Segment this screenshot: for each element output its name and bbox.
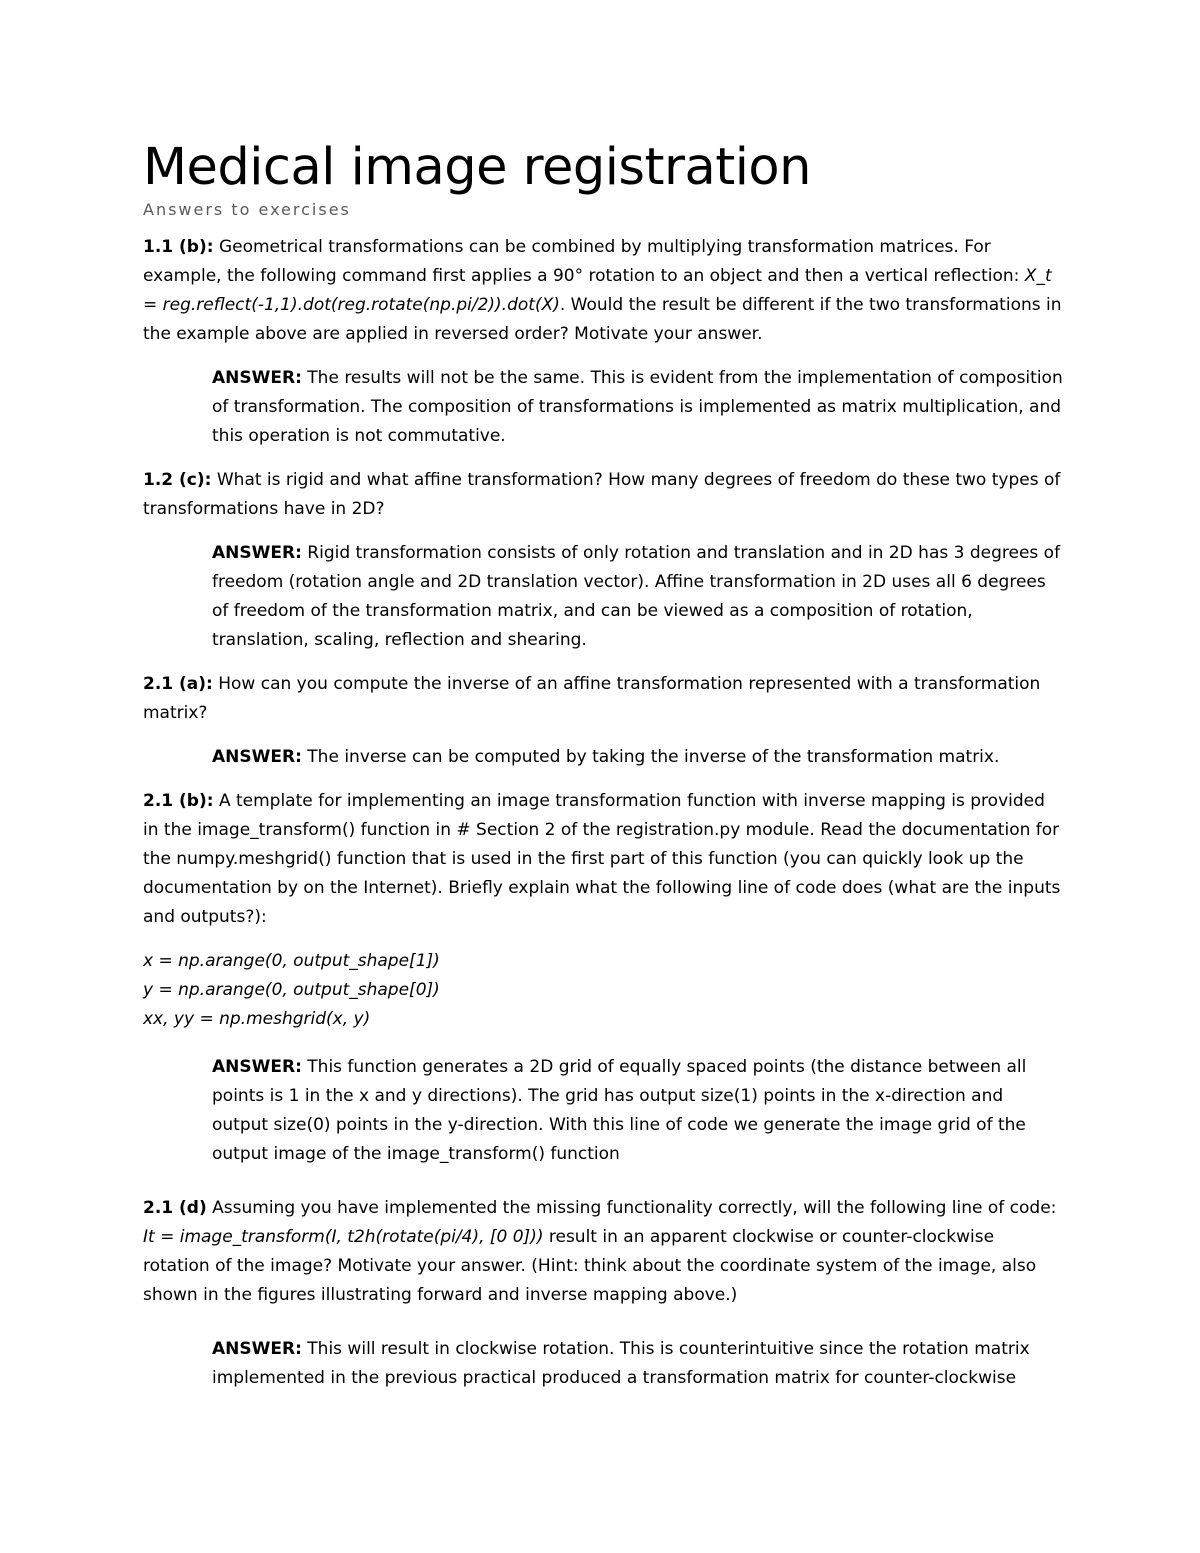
question-label: 2.1 (b): [143, 791, 214, 812]
answer-label: ANSWER: [212, 543, 302, 564]
question-text: Geometrical transformations can be combined by multiplying transformation matrices. For example, the following command first applies a 90° rotation to an object and then a vertical reflection: [143, 237, 1025, 287]
answer-text: This will result in clockwise rotation. This is counterintuitive since the rotation matrix implemented in the previous practical produced a transformation matrix for counter-clockwise [212, 1339, 1030, 1389]
answer-label: ANSWER: [212, 747, 302, 768]
question-text: A template for implementing an image transformation function with inverse mapping is provided in the image_transform() function in # Section 2 of the registration.py module. Read the documentation for the numpy.meshgrid() function that is used in the first part of this function (you can quickly look up the documentation by on the Internet). Briefly explain what the following line of code does (what are the inputs and outputs?): [143, 791, 1061, 928]
question-text: How can you compute the inverse of an affine transformation represented with a transformation matrix? [143, 674, 1041, 724]
question-text: . Would the result be different if the two transformations in the example above are applied in reversed order? Motivate your answer. [143, 295, 1062, 345]
document-subtitle: Answers to exercises [143, 200, 351, 220]
answer-text: This function generates a 2D grid of equally spaced points (the distance between all points is 1 in the x and y directions). The grid has output size(1) points in the x-direction and output size(0) points in the y-direction. With this line of code we generate the image grid of the output image of the image_transform() function [212, 1057, 1027, 1165]
code-line: xx, yy = np.meshgrid(x, y) [143, 1009, 371, 1030]
question-2-1d [143, 1194, 1063, 1310]
code-block [143, 947, 1063, 1034]
answer-text: Rigid transformation consists of only rotation and translation and in 2D has 3 degrees of freedom (rotation angle and 2D translation vector). Affine transformation in 2D uses all 6 degrees of freedom of the transformation matrix, and can be viewed as a composition of rotation, translation, scaling, reflection and shearing. [212, 543, 1061, 651]
question-label: 1.1 (b): [143, 237, 214, 258]
inline-code: It = image_transform(I, t2h(rotate(pi/4), [0 0])) [143, 1227, 544, 1248]
answer-2-1a [212, 743, 1063, 772]
inline-code: X_t = reg.reflect(-1,1).dot(reg.rotate(np.pi/2)).dot(X) [143, 266, 1052, 316]
answer-label: ANSWER: [212, 368, 302, 389]
question-1-1b [143, 233, 1063, 349]
code-line: y = np.arange(0, output_shape[0]) [143, 980, 440, 1001]
question-label: 1.2 (c): [143, 470, 212, 491]
answer-2-1d [212, 1335, 1063, 1393]
answer-text: The results will not be the same. This is evident from the implementation of composition of transformation. The composition of transformations is implemented as matrix multiplication, and this operation is not commutative. [212, 368, 1063, 447]
question-label: 2.1 (d) [143, 1198, 207, 1219]
document-page [143, 140, 1063, 1408]
answer-label: ANSWER: [212, 1057, 302, 1078]
answer-1-2c [212, 539, 1063, 655]
question-text: result in an apparent clockwise or counter-clockwise rotation of the image? Motivate your answer. (Hint: think about the coordinate system of the image, also shown in the figures illustrating forward and inverse mapping above.) [143, 1227, 1037, 1306]
question-2-1b [143, 787, 1063, 932]
document-title: Medical image registration [143, 138, 811, 197]
answer-1-1b [212, 364, 1063, 451]
question-label: 2.1 (a): [143, 674, 213, 695]
code-line: x = np.arange(0, output_shape[1]) [143, 951, 440, 972]
question-text: Assuming you have implemented the missing functionality correctly, will the following line of code: [206, 1198, 1057, 1219]
question-text: What is rigid and what affine transformation? How many degrees of freedom do these two types of transformations have in 2D? [143, 470, 1061, 520]
answer-label: ANSWER: [212, 1339, 302, 1360]
question-2-1a [143, 670, 1063, 728]
answer-2-1b [212, 1053, 1063, 1169]
question-1-2c [143, 466, 1063, 524]
answer-text: The inverse can be computed by taking the inverse of the transformation matrix. [301, 747, 1000, 768]
